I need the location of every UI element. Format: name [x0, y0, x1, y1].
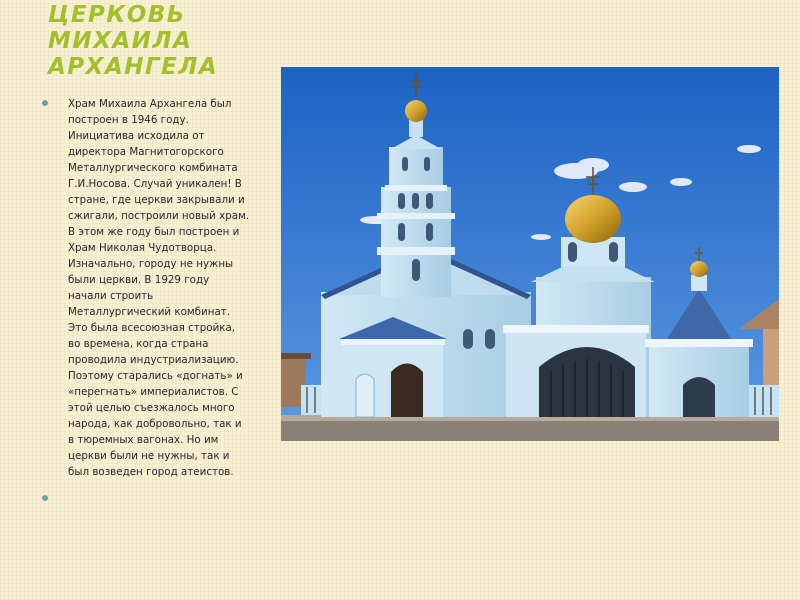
bullet-item — [40, 96, 250, 480]
bullet-dot-icon — [42, 100, 48, 106]
church-photo — [281, 67, 779, 441]
slide-title: ЦЕРКОВЬ МИХАИЛА АРХАНГЕЛА — [48, 2, 219, 80]
bullet-dot-icon — [42, 495, 48, 501]
bullet-item-empty — [40, 490, 250, 506]
bullet-text: Храм Михаила Архангела был построен в 1946 году. Инициатива исходила от директора Магнитогорского Металлургического комбината Г.И.Носова. Случай уникален! В стране, где церкви закрывали и сжигали, построили новый храм. В этом же году был построен и Храм Николая Чудотворца. Изначально, городу не нужны были церкви. В 1929 году начали строить Металлургический комбинат. Это была всесоюзная стройка, во времена, когда страна проводила индустриализацию. Поэтому старались «догнать» и «перегнать» империалистов. С этой целью съезжалось много народа, как добровольно, так и в тюремных вагонах. Но им церкви были не нужны, так и был возведен город атеистов. — [68, 98, 250, 478]
bullet-list — [40, 96, 250, 516]
